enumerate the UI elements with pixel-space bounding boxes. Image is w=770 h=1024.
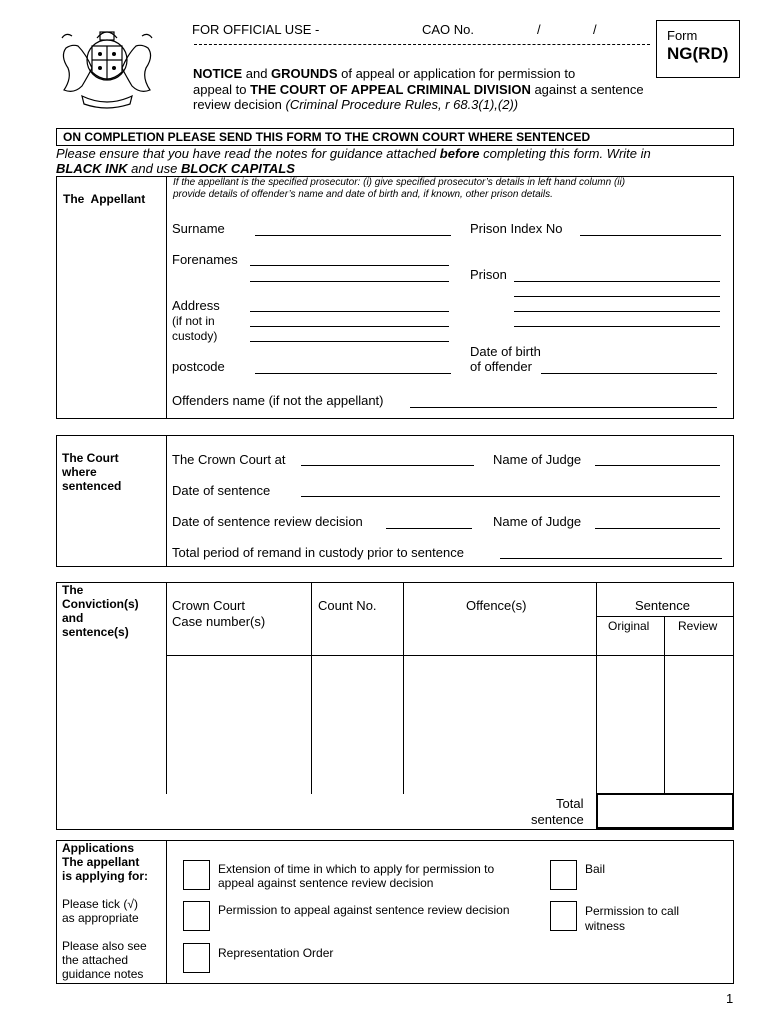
- tick-instruction-1: Please tick (√): [62, 897, 138, 911]
- instructions-e: and use: [127, 161, 181, 176]
- forenames-field-2[interactable]: [250, 281, 449, 282]
- cao-slash-2: /: [593, 22, 597, 37]
- col-case-header-2: Case number(s): [172, 614, 266, 629]
- address-field-3[interactable]: [250, 341, 449, 342]
- court-heading-2: where: [62, 465, 97, 479]
- dob-label-1: Date of birth: [470, 344, 541, 359]
- cao-no-label: CAO No.: [422, 22, 475, 37]
- conviction-heading-3: and: [62, 611, 84, 625]
- cao-slash-1: /: [537, 22, 541, 37]
- address-field-2[interactable]: [250, 326, 449, 327]
- title-line-2: [193, 82, 644, 97]
- extension-label-1: Extension of time in which to apply for permission to: [218, 862, 495, 876]
- sub-review-header: Review: [678, 619, 718, 633]
- call-witness-label-1: Permission to call: [585, 904, 680, 918]
- conviction-heading-1: The: [62, 583, 84, 597]
- extension-label-2: appeal against sentence review decision: [218, 876, 434, 890]
- conviction-heading-4: sentence(s): [62, 625, 129, 639]
- title-court: THE COURT OF APPEAL CRIMINAL DIVISION: [250, 82, 531, 97]
- tick-instruction-2: as appropriate: [62, 911, 139, 925]
- title-line-3: [193, 97, 518, 112]
- form-code-box: [656, 20, 740, 78]
- appellant-note-1: If the appellant is the specified prosecutor: (i) give specified prosecutor’s details in left hand column (ii): [173, 177, 626, 188]
- appellant-section: [56, 176, 734, 419]
- title-rules: (Criminal Procedure Rules, r 68.3(1),(2)): [285, 97, 519, 112]
- page-number: 1: [726, 991, 734, 1006]
- prison-label: Prison: [470, 267, 507, 282]
- form-label: Form: [667, 28, 698, 43]
- call-witness-label-2: witness: [585, 919, 626, 933]
- date-of-sentence-field[interactable]: [301, 496, 720, 497]
- surname-label: Surname: [172, 221, 225, 236]
- court-divider: [166, 435, 167, 567]
- prison-index-label: Prison Index No: [470, 221, 563, 236]
- address-custody: custody): [172, 329, 218, 343]
- official-use-label: FOR OFFICIAL USE -: [192, 22, 320, 37]
- prison-field-3[interactable]: [514, 311, 720, 312]
- date-review-label: Date of sentence review decision: [172, 514, 363, 529]
- send-banner: ON COMPLETION PLEASE SEND THIS FORM TO THE CROWN COURT WHERE SENTENCED: [56, 128, 734, 146]
- forenames-field-1[interactable]: [250, 265, 449, 266]
- see-notes-1: Please also see: [62, 939, 147, 953]
- total-sentence-box[interactable]: [596, 793, 734, 829]
- address-field-1[interactable]: [250, 311, 449, 312]
- crown-court-at-field[interactable]: [301, 465, 474, 466]
- date-of-sentence-label: Date of sentence: [172, 483, 271, 498]
- prison-field-4[interactable]: [514, 326, 720, 327]
- judge-field-2[interactable]: [595, 528, 720, 529]
- official-use-line[interactable]: [194, 44, 650, 45]
- col-count-header: Count No.: [318, 598, 377, 613]
- title-grounds: GROUNDS: [271, 66, 338, 81]
- instructions-line-1: [56, 146, 651, 161]
- permission-checkbox[interactable]: [183, 901, 210, 931]
- title-appeal-to: appeal to: [193, 82, 251, 97]
- judge-field-1[interactable]: [595, 465, 720, 466]
- title-line-1: [193, 66, 575, 81]
- instructions-black-ink: BLACK INK: [56, 161, 128, 176]
- offenders-name-field[interactable]: [410, 407, 717, 408]
- col-sentence-header: Sentence: [635, 598, 690, 613]
- col-case-header-1: Crown Court: [172, 598, 245, 613]
- col-offence-header: Offence(s): [466, 598, 527, 613]
- sentence-header-split: [596, 616, 734, 617]
- court-heading-1: The Court: [62, 451, 119, 465]
- address-label: Address: [172, 298, 220, 313]
- appellant-heading: The Appellant: [63, 192, 146, 206]
- instructions-line-2: [56, 161, 295, 176]
- count-no-cell[interactable]: [312, 656, 402, 793]
- see-notes-2: the attached: [62, 953, 129, 967]
- total-label-2: sentence: [531, 812, 584, 827]
- judge-label-1: Name of Judge: [493, 452, 582, 467]
- representation-label: Representation Order: [218, 946, 334, 960]
- extension-checkbox[interactable]: [183, 860, 210, 890]
- call-witness-checkbox[interactable]: [550, 901, 577, 931]
- conviction-heading-2: Conviction(s): [62, 597, 139, 611]
- remand-label: Total period of remand in custody prior to sentence: [172, 545, 464, 560]
- title-review: review decision: [193, 97, 286, 112]
- instructions-c: completing this form. Write in: [479, 146, 651, 161]
- title-and: and: [242, 66, 272, 81]
- bail-checkbox[interactable]: [550, 860, 577, 890]
- forenames-label: Forenames: [172, 252, 238, 267]
- case-number-cell[interactable]: [167, 656, 310, 793]
- judge-label-2: Name of Judge: [493, 514, 582, 529]
- bail-label: Bail: [585, 862, 606, 876]
- prison-field-2[interactable]: [514, 296, 720, 297]
- title-against: against a sentence: [530, 82, 644, 97]
- total-label-1: Total: [556, 796, 584, 811]
- postcode-field[interactable]: [255, 373, 451, 374]
- representation-checkbox[interactable]: [183, 943, 210, 973]
- title-rest: of appeal or application for permission to: [337, 66, 576, 81]
- form-code: NG(RD): [667, 44, 729, 63]
- original-sentence-cell[interactable]: [597, 656, 663, 793]
- crown-court-at-label: The Crown Court at: [172, 452, 286, 467]
- offenders-name-label: Offenders name (if not the appellant): [172, 393, 384, 408]
- prison-index-field[interactable]: [580, 235, 721, 236]
- applications-heading-2: The appellant: [62, 855, 140, 869]
- applications-divider: [166, 840, 167, 984]
- postcode-label: postcode: [172, 359, 225, 374]
- see-notes-3: guidance notes: [62, 967, 144, 981]
- address-if-not-in: (if not in: [172, 314, 215, 328]
- appellant-note-2: provide details of offender’s name and date of birth and, if known, other prison details.: [173, 189, 553, 200]
- dob-label-2: of offender: [470, 359, 532, 374]
- sub-original-header: Original: [608, 619, 650, 633]
- remand-field[interactable]: [500, 558, 722, 559]
- offence-cell[interactable]: [404, 656, 595, 793]
- permission-label: Permission to appeal against sentence review decision: [218, 903, 510, 917]
- prison-field-1[interactable]: [514, 281, 720, 282]
- crest-emblem: [52, 24, 162, 110]
- applications-heading-3: is applying for:: [62, 869, 149, 883]
- date-review-field[interactable]: [386, 528, 472, 529]
- dob-field[interactable]: [541, 373, 717, 374]
- instructions-block-caps: BLOCK CAPITALS: [181, 161, 295, 176]
- surname-field[interactable]: [255, 235, 451, 236]
- instructions-before: before: [439, 146, 480, 161]
- applications-heading-1: Applications: [62, 841, 135, 855]
- appellant-divider: [166, 176, 167, 419]
- court-heading-3: sentenced: [62, 479, 122, 493]
- review-sentence-cell[interactable]: [665, 656, 733, 793]
- instructions-a: Please ensure that you have read the notes for guidance attached: [56, 146, 440, 161]
- title-notice: NOTICE: [193, 66, 243, 81]
